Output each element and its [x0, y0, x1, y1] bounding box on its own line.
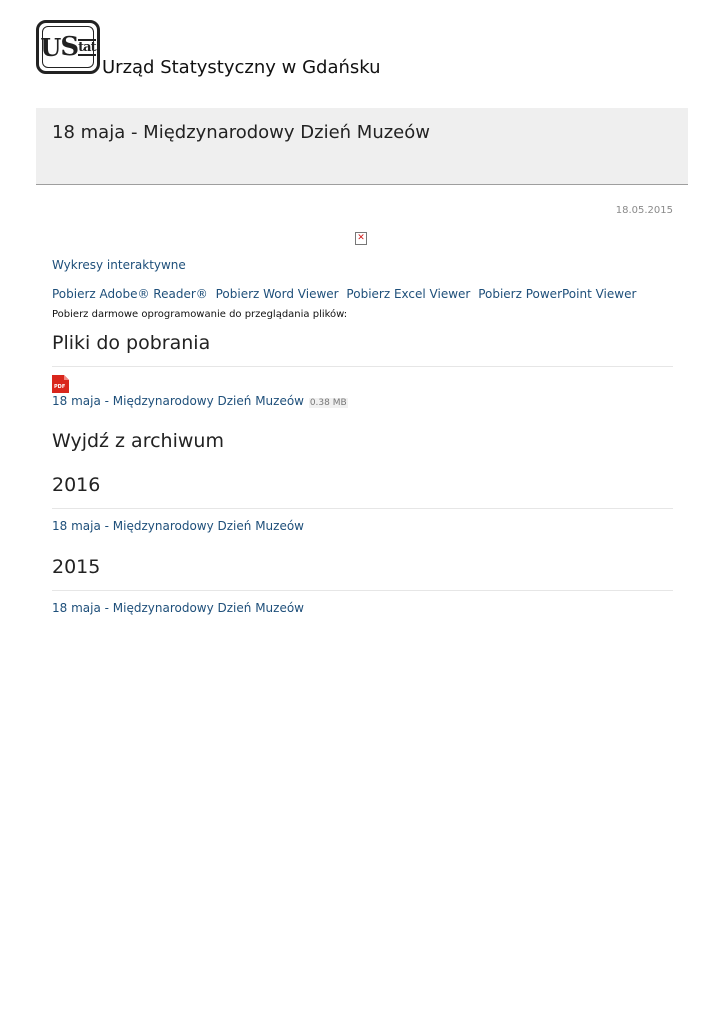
- viewer-downloads: [52, 285, 673, 324]
- word-viewer-link[interactable]: Pobierz Word Viewer: [215, 287, 339, 301]
- site-header: [36, 20, 688, 80]
- files-heading: Pliki do pobrania: [52, 332, 211, 354]
- downloads-note: Pobierz darmowe oprogramowanie do przeglądania plików:: [52, 309, 348, 320]
- publication-date: 18.05.2015: [615, 205, 673, 216]
- broken-image-icon: ✕: [355, 232, 367, 245]
- year-heading-2015: 2015: [52, 556, 101, 578]
- file-download-link[interactable]: 18 maja - Międzynarodowy Dzień Muzeów: [52, 394, 304, 408]
- powerpoint-viewer-link[interactable]: Pobierz PowerPoint Viewer: [478, 287, 637, 301]
- year-divider-2016: [52, 508, 673, 509]
- year-heading-2016: 2016: [52, 474, 101, 496]
- archive-link-2016[interactable]: 18 maja - Międzynarodowy Dzień Muzeów: [52, 519, 304, 533]
- excel-viewer-link[interactable]: Pobierz Excel Viewer: [346, 287, 471, 301]
- archive-link-2015[interactable]: 18 maja - Międzynarodowy Dzień Muzeów: [52, 601, 304, 615]
- page-title-band: [36, 108, 688, 185]
- site-title[interactable]: Urząd Statystyczny w Gdańsku: [102, 57, 381, 78]
- adobe-reader-link[interactable]: Pobierz Adobe® Reader®: [52, 287, 208, 301]
- pdf-icon-label: PDF: [54, 384, 66, 390]
- file-size-badge: 0.38 MB: [309, 398, 347, 408]
- file-download-item: [52, 394, 348, 408]
- pdf-icon: [52, 375, 69, 393]
- archive-heading: Wyjdź z archiwum: [52, 430, 224, 452]
- logo-mark: U S tat: [42, 26, 94, 68]
- page-title: 18 maja - Międzynarodowy Dzień Muzeów: [52, 122, 430, 143]
- ustat-logo[interactable]: [36, 20, 100, 74]
- year-divider-2015: [52, 590, 673, 591]
- interactive-charts-link[interactable]: Wykresy interaktywne: [52, 258, 186, 272]
- files-divider: [52, 366, 673, 367]
